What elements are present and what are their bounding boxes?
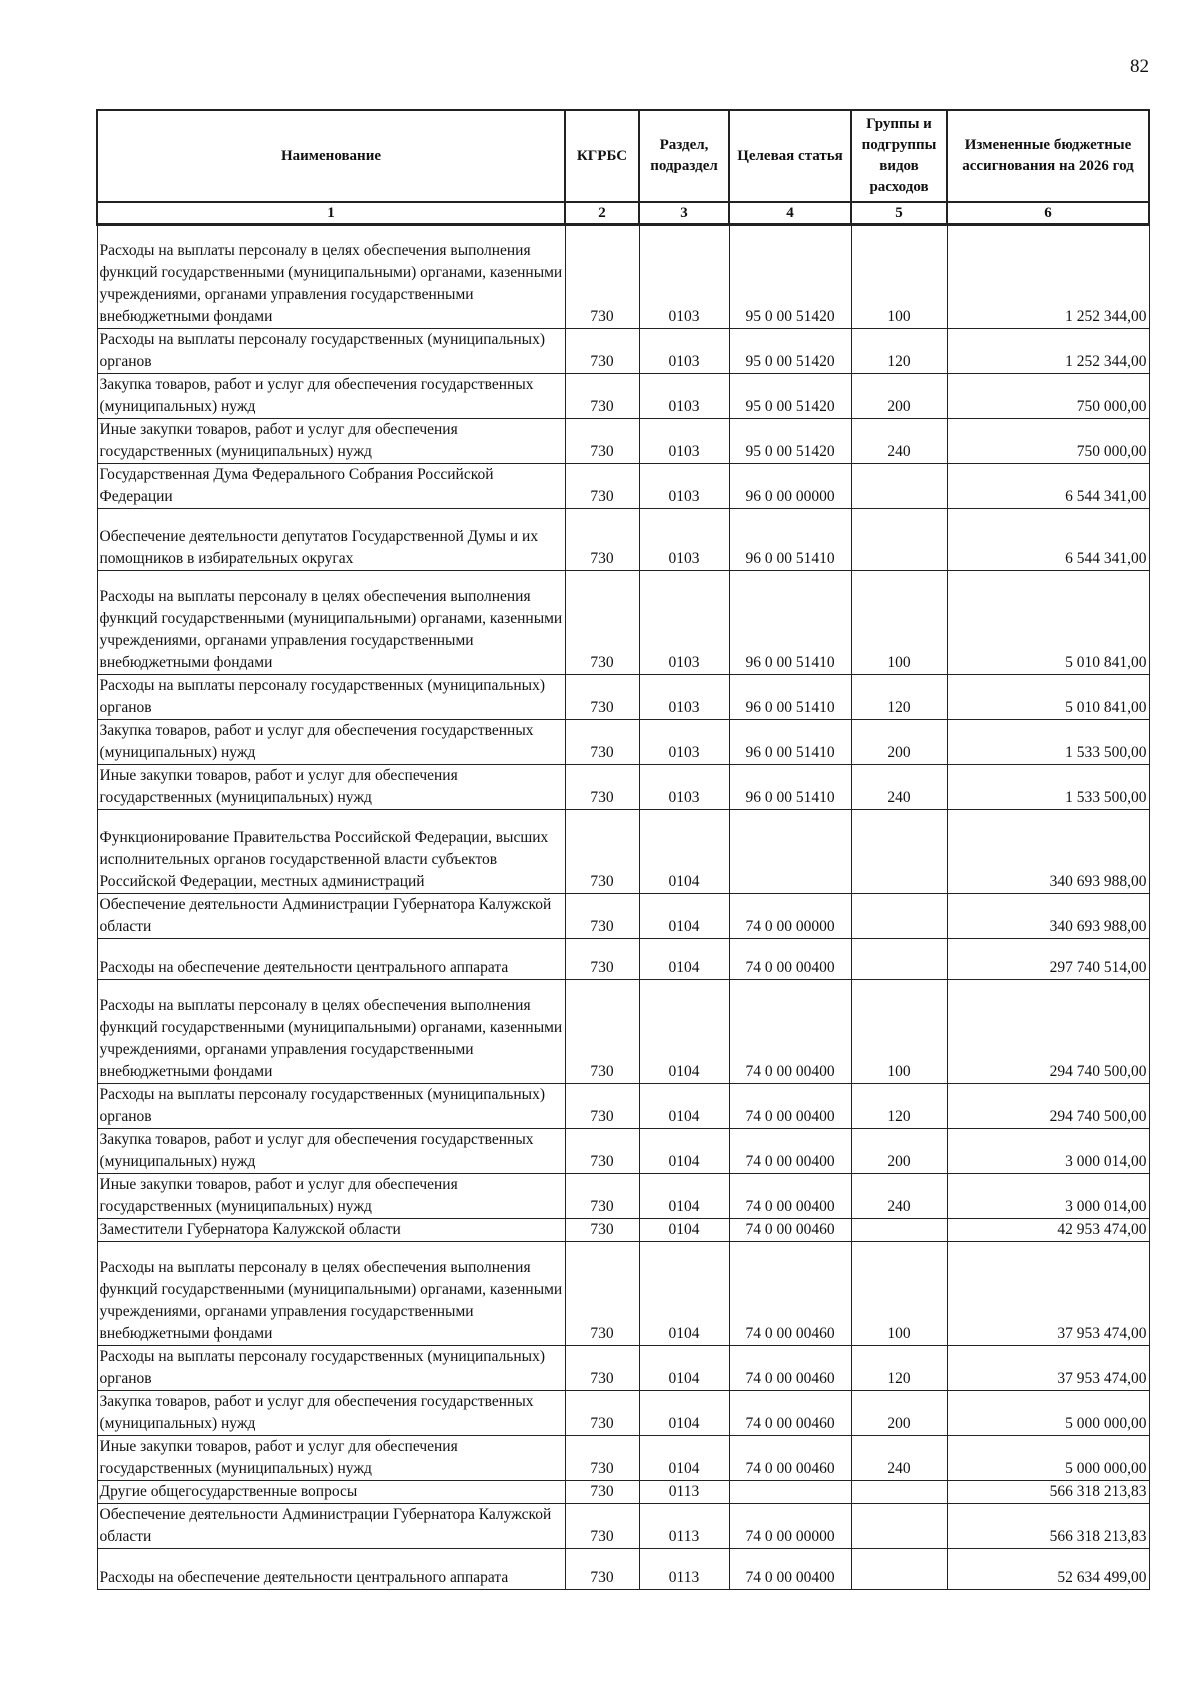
row-target: 74 0 00 00460	[729, 1391, 851, 1436]
budget-table	[96, 109, 1150, 1590]
row-group: 120	[851, 329, 947, 374]
column-number: 5	[851, 202, 947, 225]
row-section: 0103	[639, 765, 729, 810]
table-row	[97, 1549, 1149, 1590]
table-row	[97, 374, 1149, 419]
row-section: 0104	[639, 1084, 729, 1129]
table-row	[97, 980, 1149, 1084]
row-amount: 37 953 474,00	[947, 1346, 1149, 1391]
row-name: Другие общегосударственные вопросы	[97, 1481, 565, 1504]
row-amount: 5 010 841,00	[947, 675, 1149, 720]
row-name: Заместители Губернатора Калужской области	[97, 1219, 565, 1242]
row-target	[729, 1481, 851, 1504]
row-group: 100	[851, 225, 947, 329]
row-name: Иные закупки товаров, работ и услуг для обеспечения государственных (муниципальных) нужд	[97, 1436, 565, 1481]
header-name: Наименование	[97, 110, 565, 202]
table-row	[97, 765, 1149, 810]
table-row	[97, 571, 1149, 675]
page-number: 82	[1130, 56, 1149, 77]
row-name: Расходы на выплаты персоналу государственных (муниципальных) органов	[97, 675, 565, 720]
row-name: Расходы на выплаты персоналу в целях обеспечения выполнения функций государственными (муниципальными) органами, казенными учреждениями, органами управления государственными внебюджетными фондами	[97, 980, 565, 1084]
row-target: 74 0 00 00460	[729, 1436, 851, 1481]
row-amount: 42 953 474,00	[947, 1219, 1149, 1242]
table-row	[97, 329, 1149, 374]
row-name: Иные закупки товаров, работ и услуг для обеспечения государственных (муниципальных) нужд	[97, 419, 565, 464]
row-amount: 1 252 344,00	[947, 225, 1149, 329]
row-target: 96 0 00 00000	[729, 464, 851, 509]
row-group	[851, 1219, 947, 1242]
row-kgrbs: 730	[565, 675, 639, 720]
row-amount: 3 000 014,00	[947, 1129, 1149, 1174]
row-name: Обеспечение деятельности депутатов Государственной Думы и их помощников в избирательных округах	[97, 509, 565, 571]
row-section: 0103	[639, 675, 729, 720]
row-amount: 6 544 341,00	[947, 509, 1149, 571]
row-target: 74 0 00 00000	[729, 894, 851, 939]
row-amount: 750 000,00	[947, 419, 1149, 464]
row-target: 74 0 00 00400	[729, 980, 851, 1084]
row-amount: 1 252 344,00	[947, 329, 1149, 374]
table-row	[97, 1481, 1149, 1504]
row-name: Иные закупки товаров, работ и услуг для обеспечения государственных (муниципальных) нужд	[97, 1174, 565, 1219]
header-target: Целевая статья	[729, 110, 851, 202]
row-name: Обеспечение деятельности Администрации Губернатора Калужской области	[97, 1504, 565, 1549]
table-row	[97, 464, 1149, 509]
row-name: Закупка товаров, работ и услуг для обеспечения государственных (муниципальных) нужд	[97, 1129, 565, 1174]
row-amount: 5 010 841,00	[947, 571, 1149, 675]
row-name: Закупка товаров, работ и услуг для обеспечения государственных (муниципальных) нужд	[97, 720, 565, 765]
row-section: 0104	[639, 939, 729, 980]
table-row	[97, 720, 1149, 765]
row-kgrbs: 730	[565, 374, 639, 419]
row-section: 0104	[639, 1346, 729, 1391]
row-name: Расходы на выплаты персоналу в целях обеспечения выполнения функций государственными (муниципальными) органами, казенными учреждениями, органами управления государственными внебюджетными фондами	[97, 225, 565, 329]
row-kgrbs: 730	[565, 1391, 639, 1436]
table-row	[97, 419, 1149, 464]
row-group: 120	[851, 1084, 947, 1129]
row-name: Расходы на выплаты персоналу государственных (муниципальных) органов	[97, 1346, 565, 1391]
row-kgrbs: 730	[565, 225, 639, 329]
column-number: 1	[97, 202, 565, 225]
row-section: 0113	[639, 1504, 729, 1549]
row-target: 74 0 00 00460	[729, 1346, 851, 1391]
row-group	[851, 1549, 947, 1590]
header-kgrbs: КГРБС	[565, 110, 639, 202]
row-name: Расходы на выплаты персоналу в целях обеспечения выполнения функций государственными (муниципальными) органами, казенными учреждениями, органами управления государственными внебюджетными фондами	[97, 571, 565, 675]
row-kgrbs: 730	[565, 1436, 639, 1481]
header-section: Раздел, подраздел	[639, 110, 729, 202]
row-section: 0103	[639, 329, 729, 374]
table-body	[97, 225, 1149, 1590]
row-target: 95 0 00 51420	[729, 329, 851, 374]
row-kgrbs: 730	[565, 329, 639, 374]
row-target: 74 0 00 00400	[729, 939, 851, 980]
row-amount: 3 000 014,00	[947, 1174, 1149, 1219]
row-section: 0103	[639, 419, 729, 464]
table-row	[97, 1391, 1149, 1436]
row-kgrbs: 730	[565, 720, 639, 765]
table-row	[97, 509, 1149, 571]
row-group: 100	[851, 980, 947, 1084]
column-number: 2	[565, 202, 639, 225]
row-target: 74 0 00 00460	[729, 1219, 851, 1242]
row-name: Расходы на выплаты персоналу государственных (муниципальных) органов	[97, 329, 565, 374]
column-number: 3	[639, 202, 729, 225]
row-section: 0104	[639, 1391, 729, 1436]
row-target: 95 0 00 51420	[729, 374, 851, 419]
row-group: 240	[851, 765, 947, 810]
row-amount: 37 953 474,00	[947, 1242, 1149, 1346]
row-group	[851, 509, 947, 571]
row-group	[851, 939, 947, 980]
row-section: 0103	[639, 225, 729, 329]
row-section: 0104	[639, 810, 729, 894]
row-name: Обеспечение деятельности Администрации Губернатора Калужской области	[97, 894, 565, 939]
row-target: 96 0 00 51410	[729, 720, 851, 765]
row-group: 200	[851, 720, 947, 765]
row-name: Расходы на обеспечение деятельности центрального аппарата	[97, 1549, 565, 1590]
header-amount: Измененные бюджетные ассигнования на 2026 год	[947, 110, 1149, 202]
row-group: 240	[851, 419, 947, 464]
table-row	[97, 1129, 1149, 1174]
row-group	[851, 810, 947, 894]
row-section: 0104	[639, 980, 729, 1084]
row-target: 96 0 00 51410	[729, 571, 851, 675]
row-kgrbs: 730	[565, 1504, 639, 1549]
table-row	[97, 939, 1149, 980]
row-group: 200	[851, 374, 947, 419]
row-group	[851, 1504, 947, 1549]
row-kgrbs: 730	[565, 980, 639, 1084]
column-number: 4	[729, 202, 851, 225]
table-row	[97, 1242, 1149, 1346]
row-section: 0104	[639, 1436, 729, 1481]
row-kgrbs: 730	[565, 1084, 639, 1129]
row-kgrbs: 730	[565, 1481, 639, 1504]
row-section: 0103	[639, 571, 729, 675]
row-amount: 52 634 499,00	[947, 1549, 1149, 1590]
row-kgrbs: 730	[565, 419, 639, 464]
row-amount: 750 000,00	[947, 374, 1149, 419]
row-amount: 297 740 514,00	[947, 939, 1149, 980]
row-target: 74 0 00 00400	[729, 1549, 851, 1590]
row-section: 0113	[639, 1481, 729, 1504]
header-group: Группы и подгруппы видов расходов	[851, 110, 947, 202]
row-group	[851, 1481, 947, 1504]
row-group: 100	[851, 1242, 947, 1346]
row-target	[729, 810, 851, 894]
row-amount: 1 533 500,00	[947, 720, 1149, 765]
row-section: 0103	[639, 374, 729, 419]
row-target: 95 0 00 51420	[729, 419, 851, 464]
row-section: 0104	[639, 1242, 729, 1346]
column-number: 6	[947, 202, 1149, 225]
row-group: 120	[851, 1346, 947, 1391]
row-kgrbs: 730	[565, 1346, 639, 1391]
table-row	[97, 225, 1149, 329]
table-row	[97, 675, 1149, 720]
row-name: Иные закупки товаров, работ и услуг для обеспечения государственных (муниципальных) нужд	[97, 765, 565, 810]
row-target: 96 0 00 51410	[729, 765, 851, 810]
row-amount: 294 740 500,00	[947, 1084, 1149, 1129]
row-name: Закупка товаров, работ и услуг для обеспечения государственных (муниципальных) нужд	[97, 1391, 565, 1436]
row-target: 74 0 00 00400	[729, 1174, 851, 1219]
row-group	[851, 894, 947, 939]
row-kgrbs: 730	[565, 1219, 639, 1242]
row-amount: 5 000 000,00	[947, 1436, 1149, 1481]
row-kgrbs: 730	[565, 1174, 639, 1219]
row-amount: 566 318 213,83	[947, 1504, 1149, 1549]
row-kgrbs: 730	[565, 939, 639, 980]
table-row	[97, 894, 1149, 939]
row-section: 0104	[639, 1219, 729, 1242]
row-name: Государственная Дума Федерального Собрания Российской Федерации	[97, 464, 565, 509]
row-name: Расходы на обеспечение деятельности центрального аппарата	[97, 939, 565, 980]
row-section: 0104	[639, 1174, 729, 1219]
row-group: 120	[851, 675, 947, 720]
table-row	[97, 1504, 1149, 1549]
table-row	[97, 1346, 1149, 1391]
row-group: 200	[851, 1391, 947, 1436]
row-group: 240	[851, 1436, 947, 1481]
row-target: 96 0 00 51410	[729, 675, 851, 720]
row-target: 74 0 00 00400	[729, 1084, 851, 1129]
row-group	[851, 464, 947, 509]
row-kgrbs: 730	[565, 464, 639, 509]
row-amount: 340 693 988,00	[947, 810, 1149, 894]
row-name: Закупка товаров, работ и услуг для обеспечения государственных (муниципальных) нужд	[97, 374, 565, 419]
row-section: 0103	[639, 464, 729, 509]
row-target: 74 0 00 00460	[729, 1242, 851, 1346]
row-group: 200	[851, 1129, 947, 1174]
row-amount: 5 000 000,00	[947, 1391, 1149, 1436]
row-kgrbs: 730	[565, 810, 639, 894]
row-amount: 6 544 341,00	[947, 464, 1149, 509]
table-row	[97, 810, 1149, 894]
row-kgrbs: 730	[565, 1242, 639, 1346]
row-group: 100	[851, 571, 947, 675]
row-amount: 294 740 500,00	[947, 980, 1149, 1084]
row-section: 0113	[639, 1549, 729, 1590]
row-kgrbs: 730	[565, 765, 639, 810]
row-target: 96 0 00 51410	[729, 509, 851, 571]
table-header	[97, 110, 1149, 225]
row-kgrbs: 730	[565, 509, 639, 571]
row-section: 0104	[639, 1129, 729, 1174]
table-row	[97, 1219, 1149, 1242]
table-row	[97, 1436, 1149, 1481]
table-row	[97, 1174, 1149, 1219]
row-kgrbs: 730	[565, 1549, 639, 1590]
row-kgrbs: 730	[565, 1129, 639, 1174]
row-name: Функционирование Правительства Российской Федерации, высших исполнительных органов государственной власти субъектов Российской Федерации, местных администраций	[97, 810, 565, 894]
row-amount: 566 318 213,83	[947, 1481, 1149, 1504]
row-name: Расходы на выплаты персоналу государственных (муниципальных) органов	[97, 1084, 565, 1129]
row-group: 240	[851, 1174, 947, 1219]
row-amount: 340 693 988,00	[947, 894, 1149, 939]
row-target: 95 0 00 51420	[729, 225, 851, 329]
row-name: Расходы на выплаты персоналу в целях обеспечения выполнения функций государственными (муниципальными) органами, казенными учреждениями, органами управления государственными внебюджетными фондами	[97, 1242, 565, 1346]
row-amount: 1 533 500,00	[947, 765, 1149, 810]
row-section: 0103	[639, 720, 729, 765]
row-target: 74 0 00 00400	[729, 1129, 851, 1174]
row-kgrbs: 730	[565, 571, 639, 675]
table-row	[97, 1084, 1149, 1129]
row-kgrbs: 730	[565, 894, 639, 939]
row-target: 74 0 00 00000	[729, 1504, 851, 1549]
row-section: 0103	[639, 509, 729, 571]
row-section: 0104	[639, 894, 729, 939]
